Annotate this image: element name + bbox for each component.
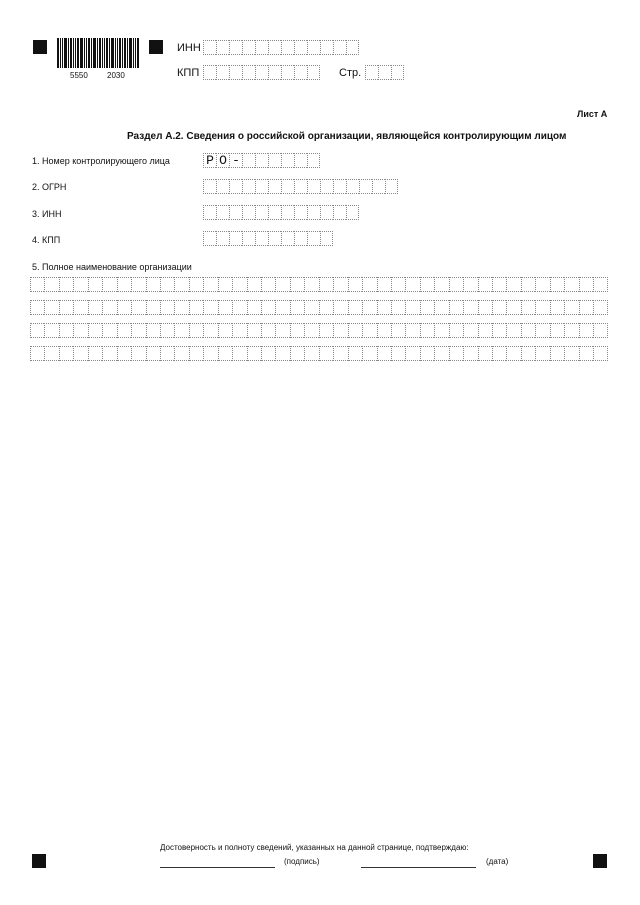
input-cell[interactable]: - bbox=[229, 153, 242, 168]
full-name-row[interactable] bbox=[30, 346, 608, 361]
input-cell[interactable] bbox=[102, 300, 116, 315]
header-kpp-cells[interactable] bbox=[203, 65, 320, 80]
input-cell[interactable] bbox=[492, 277, 506, 292]
input-cell[interactable] bbox=[59, 277, 73, 292]
barcode-bar bbox=[93, 38, 96, 68]
input-cell[interactable] bbox=[307, 231, 320, 246]
input-cell[interactable] bbox=[319, 323, 333, 338]
input-cell[interactable] bbox=[216, 205, 229, 220]
input-cell[interactable] bbox=[319, 346, 333, 361]
input-cell[interactable] bbox=[73, 300, 87, 315]
input-cell[interactable] bbox=[362, 300, 376, 315]
input-cell[interactable] bbox=[261, 323, 275, 338]
input-cell[interactable] bbox=[333, 346, 347, 361]
barcode-bar bbox=[109, 38, 110, 68]
input-cell[interactable] bbox=[346, 205, 359, 220]
barcode-bar bbox=[84, 38, 85, 68]
input-cell[interactable] bbox=[506, 300, 520, 315]
input-cell[interactable] bbox=[593, 277, 607, 292]
input-cell[interactable] bbox=[203, 40, 216, 55]
input-cell[interactable] bbox=[229, 231, 242, 246]
input-cell[interactable] bbox=[232, 346, 246, 361]
input-cell[interactable] bbox=[521, 300, 535, 315]
barcode-bar bbox=[75, 38, 76, 68]
input-cell[interactable] bbox=[203, 323, 217, 338]
input-cell[interactable] bbox=[492, 346, 506, 361]
input-cell[interactable] bbox=[242, 153, 255, 168]
input-cell[interactable] bbox=[88, 346, 102, 361]
input-cell[interactable] bbox=[478, 277, 492, 292]
barcode-bar bbox=[102, 38, 103, 68]
barcode-bar bbox=[97, 38, 98, 68]
input-cell[interactable] bbox=[203, 231, 216, 246]
barcode-bar bbox=[91, 38, 92, 68]
input-cell[interactable] bbox=[255, 65, 268, 80]
input-cell[interactable] bbox=[391, 346, 405, 361]
input-cell[interactable] bbox=[333, 277, 347, 292]
input-cell[interactable] bbox=[320, 205, 333, 220]
input-cell[interactable] bbox=[294, 65, 307, 80]
input-cell[interactable] bbox=[346, 40, 359, 55]
input-cell[interactable] bbox=[579, 323, 593, 338]
input-cell[interactable] bbox=[216, 231, 229, 246]
input-cell[interactable] bbox=[218, 346, 232, 361]
input-cell[interactable] bbox=[420, 277, 434, 292]
input-cell[interactable] bbox=[261, 346, 275, 361]
input-cell[interactable] bbox=[117, 300, 131, 315]
input-cell[interactable] bbox=[478, 346, 492, 361]
input-cell[interactable] bbox=[290, 323, 304, 338]
input-cell[interactable] bbox=[304, 346, 318, 361]
barcode-bar bbox=[133, 38, 134, 68]
input-cell[interactable] bbox=[261, 277, 275, 292]
input-cell[interactable] bbox=[281, 179, 294, 194]
barcode-bar bbox=[127, 38, 128, 68]
input-cell[interactable] bbox=[405, 346, 419, 361]
input-cell[interactable] bbox=[333, 205, 346, 220]
input-cell[interactable] bbox=[506, 277, 520, 292]
input-cell[interactable] bbox=[535, 277, 549, 292]
input-cell[interactable] bbox=[229, 179, 242, 194]
input-cell[interactable] bbox=[492, 300, 506, 315]
input-cell[interactable] bbox=[506, 346, 520, 361]
input-cell[interactable] bbox=[449, 346, 463, 361]
inn-cells[interactable] bbox=[203, 205, 359, 220]
barcode-bar bbox=[73, 38, 74, 68]
corner-marker-bottom-left bbox=[32, 854, 46, 868]
header-kpp-label: КПП bbox=[177, 67, 200, 79]
barcode-bar bbox=[57, 38, 59, 68]
sheet-label: Лист А bbox=[577, 109, 608, 119]
input-cell[interactable] bbox=[268, 205, 281, 220]
input-cell[interactable]: Р bbox=[203, 153, 216, 168]
input-cell[interactable] bbox=[30, 346, 44, 361]
input-cell[interactable] bbox=[535, 323, 549, 338]
full-name-grid[interactable] bbox=[30, 277, 608, 369]
input-cell[interactable] bbox=[362, 277, 376, 292]
input-cell[interactable] bbox=[377, 277, 391, 292]
barcode-bar bbox=[135, 38, 136, 68]
input-cell[interactable] bbox=[203, 346, 217, 361]
barcode-bar bbox=[62, 38, 63, 68]
input-cell[interactable] bbox=[275, 277, 289, 292]
input-cell[interactable] bbox=[333, 300, 347, 315]
input-cell[interactable] bbox=[203, 205, 216, 220]
input-cell[interactable] bbox=[174, 277, 188, 292]
inn-label: 3. ИНН bbox=[32, 209, 62, 219]
input-cell[interactable] bbox=[348, 300, 362, 315]
input-cell[interactable] bbox=[550, 277, 564, 292]
input-cell[interactable] bbox=[247, 277, 261, 292]
input-cell[interactable] bbox=[434, 346, 448, 361]
input-cell[interactable] bbox=[564, 346, 578, 361]
input-cell[interactable] bbox=[320, 179, 333, 194]
input-cell[interactable] bbox=[377, 300, 391, 315]
input-cell[interactable] bbox=[174, 346, 188, 361]
input-cell[interactable] bbox=[59, 300, 73, 315]
input-cell[interactable] bbox=[242, 40, 255, 55]
header-inn-label: ИНН bbox=[177, 42, 201, 54]
barcode-bar bbox=[70, 38, 72, 68]
input-cell[interactable] bbox=[359, 179, 372, 194]
input-cell[interactable] bbox=[348, 346, 362, 361]
input-cell[interactable] bbox=[117, 346, 131, 361]
input-cell[interactable] bbox=[579, 346, 593, 361]
input-cell[interactable] bbox=[131, 300, 145, 315]
input-cell[interactable] bbox=[377, 346, 391, 361]
input-cell[interactable] bbox=[564, 323, 578, 338]
input-cell[interactable] bbox=[449, 277, 463, 292]
input-cell[interactable] bbox=[377, 323, 391, 338]
input-cell[interactable] bbox=[189, 277, 203, 292]
input-cell[interactable] bbox=[73, 346, 87, 361]
input-cell[interactable] bbox=[247, 323, 261, 338]
header-page-cells[interactable] bbox=[365, 65, 404, 80]
input-cell[interactable] bbox=[73, 323, 87, 338]
input-cell[interactable] bbox=[463, 346, 477, 361]
input-cell[interactable] bbox=[319, 300, 333, 315]
input-cell[interactable] bbox=[564, 277, 578, 292]
barcode-bar bbox=[68, 38, 69, 68]
input-cell[interactable] bbox=[294, 179, 307, 194]
barcode-bar bbox=[119, 38, 121, 68]
input-cell[interactable] bbox=[550, 300, 564, 315]
input-cell[interactable] bbox=[463, 277, 477, 292]
barcode-bar bbox=[137, 38, 139, 68]
barcode-bar bbox=[77, 38, 79, 68]
input-cell[interactable] bbox=[146, 346, 160, 361]
input-cell[interactable] bbox=[44, 323, 58, 338]
input-cell[interactable] bbox=[304, 277, 318, 292]
input-cell[interactable] bbox=[420, 323, 434, 338]
input-cell[interactable] bbox=[346, 179, 359, 194]
barcode-bar bbox=[104, 38, 105, 68]
input-cell[interactable] bbox=[294, 205, 307, 220]
input-cell[interactable] bbox=[30, 323, 44, 338]
input-cell[interactable] bbox=[535, 300, 549, 315]
input-cell[interactable] bbox=[521, 323, 535, 338]
input-cell[interactable] bbox=[268, 153, 281, 168]
input-cell[interactable] bbox=[261, 300, 275, 315]
input-cell[interactable] bbox=[420, 300, 434, 315]
input-cell[interactable] bbox=[319, 277, 333, 292]
input-cell[interactable] bbox=[449, 300, 463, 315]
input-cell[interactable] bbox=[362, 323, 376, 338]
input-cell[interactable] bbox=[405, 300, 419, 315]
input-cell[interactable] bbox=[420, 346, 434, 361]
input-cell[interactable] bbox=[307, 205, 320, 220]
input-cell[interactable] bbox=[275, 323, 289, 338]
input-cell[interactable] bbox=[146, 323, 160, 338]
barcode-bar bbox=[88, 38, 90, 68]
input-cell[interactable] bbox=[579, 300, 593, 315]
input-cell[interactable] bbox=[160, 300, 174, 315]
barcode-number-right: 2030 bbox=[107, 71, 125, 80]
input-cell[interactable] bbox=[117, 323, 131, 338]
input-cell[interactable] bbox=[160, 323, 174, 338]
input-cell[interactable] bbox=[320, 231, 333, 246]
input-cell[interactable] bbox=[307, 179, 320, 194]
input-cell[interactable] bbox=[232, 300, 246, 315]
barcode-bar bbox=[99, 38, 101, 68]
input-cell[interactable] bbox=[255, 205, 268, 220]
barcode-bar bbox=[117, 38, 118, 68]
input-cell[interactable] bbox=[307, 65, 320, 80]
input-cell[interactable] bbox=[44, 277, 58, 292]
date-label: (дата) bbox=[486, 857, 509, 866]
input-cell[interactable] bbox=[463, 323, 477, 338]
input-cell[interactable] bbox=[216, 40, 229, 55]
input-cell[interactable] bbox=[203, 300, 217, 315]
input-cell[interactable] bbox=[160, 277, 174, 292]
input-cell[interactable] bbox=[281, 153, 294, 168]
full-name-row[interactable] bbox=[30, 277, 608, 292]
input-cell[interactable] bbox=[579, 277, 593, 292]
corner-marker-top-center bbox=[149, 40, 163, 54]
input-cell[interactable] bbox=[372, 179, 385, 194]
barcode-number-left: 5550 bbox=[70, 71, 88, 80]
input-cell[interactable] bbox=[73, 277, 87, 292]
input-cell[interactable] bbox=[255, 231, 268, 246]
barcode-bar bbox=[111, 38, 114, 68]
input-cell[interactable] bbox=[405, 277, 419, 292]
barcode-bar bbox=[80, 38, 83, 68]
input-cell[interactable] bbox=[242, 231, 255, 246]
controller-number-label: 1. Номер контролирующего лица bbox=[32, 156, 170, 166]
input-cell[interactable] bbox=[550, 346, 564, 361]
input-cell[interactable] bbox=[492, 323, 506, 338]
kpp-cells[interactable] bbox=[203, 231, 333, 246]
input-cell[interactable] bbox=[203, 179, 216, 194]
barcode-bar bbox=[122, 38, 123, 68]
input-cell[interactable] bbox=[478, 323, 492, 338]
section-title: Раздел А.2. Сведения о российской организации, являющейся контролирующим лицом bbox=[127, 131, 567, 142]
input-cell[interactable] bbox=[281, 231, 294, 246]
input-cell[interactable] bbox=[189, 323, 203, 338]
input-cell[interactable] bbox=[255, 153, 268, 168]
input-cell[interactable] bbox=[174, 300, 188, 315]
barcode-bar bbox=[64, 38, 67, 68]
input-cell[interactable] bbox=[275, 346, 289, 361]
header-page-label: Стр. bbox=[339, 67, 362, 79]
input-cell[interactable] bbox=[232, 323, 246, 338]
input-cell[interactable] bbox=[449, 323, 463, 338]
input-cell[interactable] bbox=[268, 40, 281, 55]
input-cell[interactable] bbox=[189, 300, 203, 315]
input-cell[interactable] bbox=[88, 323, 102, 338]
input-cell[interactable] bbox=[247, 300, 261, 315]
input-cell[interactable] bbox=[242, 65, 255, 80]
input-cell[interactable] bbox=[294, 231, 307, 246]
barcode-bar bbox=[115, 38, 116, 68]
input-cell[interactable] bbox=[218, 300, 232, 315]
input-cell[interactable] bbox=[218, 323, 232, 338]
input-cell[interactable]: О bbox=[216, 153, 229, 168]
input-cell[interactable] bbox=[203, 277, 217, 292]
input-cell[interactable] bbox=[281, 65, 294, 80]
corner-marker-top-left bbox=[33, 40, 47, 54]
input-cell[interactable] bbox=[333, 323, 347, 338]
input-cell[interactable] bbox=[174, 323, 188, 338]
barcode bbox=[57, 38, 140, 68]
input-cell[interactable] bbox=[102, 346, 116, 361]
input-cell[interactable] bbox=[229, 65, 242, 80]
corner-marker-bottom-right bbox=[593, 854, 607, 868]
input-cell[interactable] bbox=[189, 346, 203, 361]
input-cell[interactable] bbox=[362, 346, 376, 361]
input-cell[interactable] bbox=[391, 300, 405, 315]
input-cell[interactable] bbox=[385, 179, 398, 194]
controller-number-cells[interactable] bbox=[203, 153, 320, 168]
input-cell[interactable] bbox=[255, 179, 268, 194]
input-cell[interactable] bbox=[216, 65, 229, 80]
signature-line[interactable] bbox=[160, 867, 275, 868]
full-name-row[interactable] bbox=[30, 323, 608, 338]
input-cell[interactable] bbox=[434, 277, 448, 292]
input-cell[interactable] bbox=[242, 179, 255, 194]
input-cell[interactable] bbox=[160, 346, 174, 361]
header-inn-cells[interactable] bbox=[203, 40, 359, 55]
barcode-bar bbox=[124, 38, 126, 68]
input-cell[interactable] bbox=[131, 277, 145, 292]
input-cell[interactable] bbox=[593, 346, 607, 361]
input-cell[interactable] bbox=[478, 300, 492, 315]
input-cell[interactable] bbox=[434, 300, 448, 315]
input-cell[interactable] bbox=[131, 323, 145, 338]
input-cell[interactable] bbox=[391, 277, 405, 292]
input-cell[interactable] bbox=[59, 323, 73, 338]
input-cell[interactable] bbox=[320, 40, 333, 55]
input-cell[interactable] bbox=[131, 346, 145, 361]
input-cell[interactable] bbox=[290, 300, 304, 315]
input-cell[interactable] bbox=[391, 65, 404, 80]
input-cell[interactable] bbox=[275, 300, 289, 315]
input-cell[interactable] bbox=[535, 346, 549, 361]
barcode-bar bbox=[129, 38, 132, 68]
input-cell[interactable] bbox=[232, 277, 246, 292]
input-cell[interactable] bbox=[102, 277, 116, 292]
input-cell[interactable] bbox=[268, 231, 281, 246]
full-name-label: 5. Полное наименование организации bbox=[32, 262, 192, 272]
barcode-bar bbox=[86, 38, 87, 68]
input-cell[interactable] bbox=[117, 277, 131, 292]
input-cell[interactable] bbox=[242, 205, 255, 220]
input-cell[interactable] bbox=[146, 300, 160, 315]
input-cell[interactable] bbox=[304, 323, 318, 338]
input-cell[interactable] bbox=[30, 277, 44, 292]
input-cell[interactable] bbox=[290, 277, 304, 292]
kpp-label: 4. КПП bbox=[32, 235, 61, 245]
input-cell[interactable] bbox=[434, 323, 448, 338]
input-cell[interactable] bbox=[290, 346, 304, 361]
input-cell[interactable] bbox=[564, 300, 578, 315]
full-name-row[interactable] bbox=[30, 300, 608, 315]
input-cell[interactable] bbox=[59, 346, 73, 361]
input-cell[interactable] bbox=[281, 40, 294, 55]
input-cell[interactable] bbox=[88, 300, 102, 315]
signature-label: (подпись) bbox=[284, 857, 320, 866]
input-cell[interactable] bbox=[593, 323, 607, 338]
input-cell[interactable] bbox=[463, 300, 477, 315]
input-cell[interactable] bbox=[229, 40, 242, 55]
input-cell[interactable] bbox=[44, 346, 58, 361]
input-cell[interactable] bbox=[30, 300, 44, 315]
input-cell[interactable] bbox=[521, 346, 535, 361]
input-cell[interactable] bbox=[348, 323, 362, 338]
input-cell[interactable] bbox=[247, 346, 261, 361]
input-cell[interactable] bbox=[88, 277, 102, 292]
input-cell[interactable] bbox=[268, 65, 281, 80]
input-cell[interactable] bbox=[255, 40, 268, 55]
confirm-text: Достоверность и полноту сведений, указанных на данной странице, подтверждаю: bbox=[160, 843, 469, 852]
barcode-bar bbox=[106, 38, 108, 68]
input-cell[interactable] bbox=[506, 323, 520, 338]
input-cell[interactable] bbox=[593, 300, 607, 315]
input-cell[interactable] bbox=[281, 205, 294, 220]
input-cell[interactable] bbox=[307, 153, 320, 168]
input-cell[interactable] bbox=[378, 65, 391, 80]
input-cell[interactable] bbox=[294, 40, 307, 55]
input-cell[interactable] bbox=[102, 323, 116, 338]
input-cell[interactable] bbox=[365, 65, 378, 80]
input-cell[interactable] bbox=[304, 300, 318, 315]
input-cell[interactable] bbox=[268, 179, 281, 194]
input-cell[interactable] bbox=[333, 179, 346, 194]
input-cell[interactable] bbox=[307, 40, 320, 55]
input-cell[interactable] bbox=[391, 323, 405, 338]
input-cell[interactable] bbox=[44, 300, 58, 315]
input-cell[interactable] bbox=[333, 40, 346, 55]
input-cell[interactable] bbox=[216, 179, 229, 194]
input-cell[interactable] bbox=[405, 323, 419, 338]
input-cell[interactable] bbox=[229, 205, 242, 220]
input-cell[interactable] bbox=[521, 277, 535, 292]
input-cell[interactable] bbox=[218, 277, 232, 292]
barcode-bar bbox=[60, 38, 61, 68]
ogrn-label: 2. ОГРН bbox=[32, 182, 67, 192]
ogrn-cells[interactable] bbox=[203, 179, 398, 194]
input-cell[interactable] bbox=[294, 153, 307, 168]
input-cell[interactable] bbox=[348, 277, 362, 292]
input-cell[interactable] bbox=[550, 323, 564, 338]
date-line[interactable] bbox=[361, 867, 476, 868]
input-cell[interactable] bbox=[203, 65, 216, 80]
input-cell[interactable] bbox=[146, 277, 160, 292]
